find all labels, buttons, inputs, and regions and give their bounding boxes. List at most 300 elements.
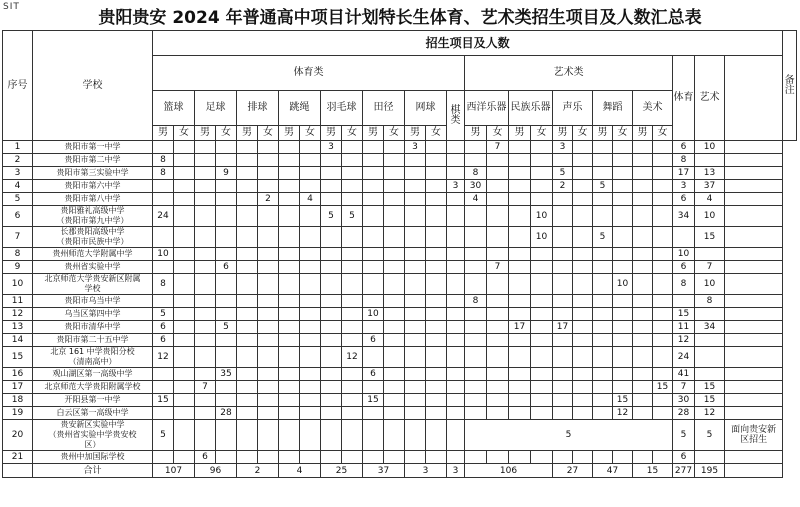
header-item-art-1: 民族乐器 — [509, 91, 553, 126]
row-note — [725, 394, 783, 407]
cell-mm — [509, 261, 531, 274]
cell-dm — [321, 227, 342, 248]
cell-am — [633, 407, 653, 420]
table-row — [3, 420, 797, 451]
cell-vf — [258, 295, 279, 308]
cell-af — [653, 274, 673, 295]
cell-mm — [509, 308, 531, 321]
header-female: 女 — [258, 126, 279, 141]
cell-rf — [300, 206, 321, 227]
cell-rm — [279, 407, 300, 420]
cell-fm — [195, 321, 216, 334]
header-item-art-3: 舞蹈 — [593, 91, 633, 126]
total-dance: 47 — [593, 464, 633, 478]
cell-sf — [573, 261, 593, 274]
cell-nm — [405, 206, 426, 227]
cell-am — [633, 141, 653, 154]
cell-nm — [405, 368, 426, 381]
cell-fm — [195, 308, 216, 321]
header-male: 男 — [405, 126, 426, 141]
cell-nf — [426, 420, 447, 451]
cell-pe: 8 — [673, 274, 695, 295]
cell-vf — [258, 308, 279, 321]
cell-pe: 3 — [673, 180, 695, 193]
cell-nm — [405, 154, 426, 167]
cell-fm — [195, 420, 216, 451]
cell-dm — [321, 193, 342, 206]
cell-tm — [363, 206, 384, 227]
cell-ff: 35 — [216, 368, 237, 381]
cell-af — [653, 206, 673, 227]
cell-nm — [405, 261, 426, 274]
cell-dm — [321, 154, 342, 167]
cell-pe: 24 — [673, 347, 695, 368]
cell-nf — [426, 227, 447, 248]
cell-mm — [509, 407, 531, 420]
header-female: 女 — [613, 126, 633, 141]
cell-nf — [426, 347, 447, 368]
cell-fm — [195, 261, 216, 274]
table-row — [3, 394, 797, 407]
cell-fm — [195, 295, 216, 308]
row-note — [725, 334, 783, 347]
cell-af — [653, 154, 673, 167]
cell-mf — [531, 381, 553, 394]
cell-vf — [258, 420, 279, 451]
cell-bm — [153, 407, 174, 420]
cell-bm — [153, 227, 174, 248]
row-index: 5 — [3, 193, 33, 206]
row-school: 贵州省实验中学 — [33, 261, 153, 274]
cell-vf — [258, 248, 279, 261]
cell-nm — [405, 167, 426, 180]
cell-bm — [153, 261, 174, 274]
cell-fm — [195, 248, 216, 261]
cell-wf — [487, 193, 509, 206]
total-arts_wind_folk: 106 — [465, 464, 553, 478]
cell-tm — [363, 295, 384, 308]
cell-rf — [300, 347, 321, 368]
cell-df — [342, 141, 363, 154]
cell-af — [653, 347, 673, 368]
cell-chess — [447, 248, 465, 261]
cell-chess — [447, 394, 465, 407]
cell-tf — [384, 334, 405, 347]
cell-fm — [195, 368, 216, 381]
cell-bm — [153, 368, 174, 381]
cell-sf — [573, 227, 593, 248]
cell-am — [633, 394, 653, 407]
cell-art: 10 — [695, 274, 725, 295]
cell-tm: 6 — [363, 368, 384, 381]
cell-tf — [384, 347, 405, 368]
cell-bf — [174, 227, 195, 248]
cell-fm: 6 — [195, 451, 216, 464]
cell-tm: 15 — [363, 394, 384, 407]
cell-am — [633, 347, 653, 368]
totals-note — [725, 464, 783, 478]
cell-tm — [363, 381, 384, 394]
cell-rm — [279, 321, 300, 334]
cell-vm — [237, 420, 258, 451]
cell-fm — [195, 227, 216, 248]
cell-mm — [509, 180, 531, 193]
cell-df — [342, 420, 363, 451]
cell-mf — [531, 141, 553, 154]
cell-nf — [426, 274, 447, 295]
cell-rf — [300, 407, 321, 420]
cell-nf — [426, 308, 447, 321]
cell-df — [342, 451, 363, 464]
row-school: 北京师范大学贵阳附属学校 — [33, 381, 153, 394]
cell-km: 5 — [593, 227, 613, 248]
cell-tm — [363, 167, 384, 180]
table-row — [3, 248, 797, 261]
cell-sf — [573, 274, 593, 295]
table-row — [3, 141, 797, 154]
header-female: 女 — [653, 126, 673, 141]
cell-chess — [447, 334, 465, 347]
cell-sm — [553, 368, 573, 381]
row-index: 1 — [3, 141, 33, 154]
cell-km — [593, 193, 613, 206]
cell-mf — [531, 180, 553, 193]
cell-kf — [613, 206, 633, 227]
header-index: 序号 — [3, 31, 33, 141]
cell-af: 15 — [653, 381, 673, 394]
cell-sf — [573, 368, 593, 381]
cell-rm — [279, 154, 300, 167]
cell-af — [653, 295, 673, 308]
header-item-sport-3: 跳绳 — [279, 91, 321, 126]
row-school: 贵阳雅礼高级中学 （贵阳市第九中学） — [33, 206, 153, 227]
cell-nm — [405, 274, 426, 295]
row-school: 贵阳市第六中学 — [33, 180, 153, 193]
cell-chess — [447, 227, 465, 248]
cell-mm — [509, 227, 531, 248]
cell-sf — [573, 321, 593, 334]
header-male: 男 — [593, 126, 613, 141]
cell-vm — [237, 274, 258, 295]
row-school: 长郡贵阳高级中学 （贵阳市民族中学） — [33, 227, 153, 248]
cell-am — [633, 248, 653, 261]
totals-index — [3, 464, 33, 478]
header-female: 女 — [300, 126, 321, 141]
cell-df — [342, 407, 363, 420]
cell-nf — [426, 407, 447, 420]
cell-am — [633, 334, 653, 347]
cell-df — [342, 394, 363, 407]
row-note — [725, 451, 783, 464]
cell-pe: 10 — [673, 248, 695, 261]
cell-kf — [613, 381, 633, 394]
cell-df — [342, 321, 363, 334]
cell-af — [653, 167, 673, 180]
cell-dm — [321, 394, 342, 407]
table-row — [3, 206, 797, 227]
table-row — [3, 154, 797, 167]
cell-sf — [573, 167, 593, 180]
cell-art: 15 — [695, 381, 725, 394]
cell-am — [633, 193, 653, 206]
total-rope: 4 — [279, 464, 321, 478]
cell-bf — [174, 248, 195, 261]
cell-tm: 6 — [363, 334, 384, 347]
cell-art: 34 — [695, 321, 725, 334]
cell-sm — [553, 347, 573, 368]
cell-nm — [405, 193, 426, 206]
cell-sm — [553, 193, 573, 206]
cell-wf — [487, 381, 509, 394]
cell-fm — [195, 394, 216, 407]
cell-am — [633, 368, 653, 381]
cell-sf — [573, 381, 593, 394]
cell-nf — [426, 206, 447, 227]
cell-kf — [613, 308, 633, 321]
cell-tf — [384, 295, 405, 308]
cell-nf — [426, 295, 447, 308]
cell-wf — [487, 334, 509, 347]
cell-nf — [426, 180, 447, 193]
cell-pe — [673, 227, 695, 248]
cell-tf — [384, 381, 405, 394]
cell-ff — [216, 295, 237, 308]
cell-wm: 8 — [465, 295, 487, 308]
cell-sf — [573, 248, 593, 261]
cell-mm — [509, 248, 531, 261]
cell-pe: 5 — [673, 420, 695, 451]
cell-af — [653, 308, 673, 321]
cell-af — [653, 248, 673, 261]
cell-mf — [531, 407, 553, 420]
cell-art — [695, 368, 725, 381]
cell-wm — [465, 381, 487, 394]
row-note — [725, 167, 783, 180]
row-school: 北京师范大学贵安新区附属 学校 — [33, 274, 153, 295]
cell-am — [633, 451, 653, 464]
cell-vm — [237, 368, 258, 381]
cell-sf — [573, 295, 593, 308]
cell-sf — [573, 141, 593, 154]
cell-sm: 17 — [553, 321, 573, 334]
cell-nf — [426, 193, 447, 206]
cell-nm — [405, 420, 426, 451]
cell-mf — [531, 451, 553, 464]
cell-bf — [174, 141, 195, 154]
cell-am — [633, 154, 653, 167]
cell-dm — [321, 407, 342, 420]
header-female: 女 — [174, 126, 195, 141]
cell-ff: 9 — [216, 167, 237, 180]
cell-nm — [405, 227, 426, 248]
cell-mf — [531, 334, 553, 347]
header-item-sport-2: 排球 — [237, 91, 279, 126]
cell-pe: 30 — [673, 394, 695, 407]
total-art: 195 — [695, 464, 725, 478]
cell-tf — [384, 206, 405, 227]
cell-pe: 6 — [673, 193, 695, 206]
cell-nm — [405, 394, 426, 407]
cell-df — [342, 180, 363, 193]
cell-rm — [279, 368, 300, 381]
cell-am — [633, 261, 653, 274]
cell-ff — [216, 381, 237, 394]
row-index: 3 — [3, 167, 33, 180]
cell-tm: 10 — [363, 308, 384, 321]
cell-bm: 8 — [153, 154, 174, 167]
cell-sm — [553, 407, 573, 420]
table-row — [3, 334, 797, 347]
table-row — [3, 295, 797, 308]
cell-mf — [531, 167, 553, 180]
cell-wf — [487, 248, 509, 261]
cell-nm — [405, 407, 426, 420]
cell-wm — [465, 347, 487, 368]
row-arts-merged: 5 — [465, 420, 673, 451]
cell-bf — [174, 154, 195, 167]
cell-km — [593, 206, 613, 227]
cell-rf — [300, 394, 321, 407]
cell-tf — [384, 154, 405, 167]
header-female: 女 — [426, 126, 447, 141]
cell-df — [342, 227, 363, 248]
cell-fm — [195, 167, 216, 180]
row-school: 贵阳市清华中学 — [33, 321, 153, 334]
cell-df: 5 — [342, 206, 363, 227]
row-index: 7 — [3, 227, 33, 248]
header-item-chess: 棋类 — [447, 91, 465, 141]
cell-bm — [153, 451, 174, 464]
cell-fm: 7 — [195, 381, 216, 394]
cell-chess — [447, 381, 465, 394]
cell-tm — [363, 420, 384, 451]
row-school: 贵阳市第三实验中学 — [33, 167, 153, 180]
row-index: 15 — [3, 347, 33, 368]
row-note — [725, 347, 783, 368]
cell-mf — [531, 295, 553, 308]
cell-vm — [237, 381, 258, 394]
cell-rm — [279, 295, 300, 308]
cell-rm — [279, 308, 300, 321]
cell-am — [633, 295, 653, 308]
header-male: 男 — [363, 126, 384, 141]
cell-bf — [174, 394, 195, 407]
cell-art: 10 — [695, 141, 725, 154]
cell-dm: 3 — [321, 141, 342, 154]
cell-km — [593, 451, 613, 464]
cell-wf — [487, 206, 509, 227]
cell-kf: 12 — [613, 407, 633, 420]
cell-sm: 5 — [553, 167, 573, 180]
cell-km — [593, 295, 613, 308]
cell-rf — [300, 334, 321, 347]
cell-bf — [174, 274, 195, 295]
cell-mm — [509, 193, 531, 206]
cell-art: 8 — [695, 295, 725, 308]
cell-sf — [573, 154, 593, 167]
cell-df — [342, 167, 363, 180]
row-index: 10 — [3, 274, 33, 295]
cell-nm — [405, 347, 426, 368]
cell-mm — [509, 154, 531, 167]
cell-ff — [216, 180, 237, 193]
cell-mm — [509, 347, 531, 368]
cell-vf — [258, 347, 279, 368]
cell-vm — [237, 451, 258, 464]
cell-af — [653, 227, 673, 248]
cell-kf: 10 — [613, 274, 633, 295]
header-sports-category: 体育类 — [153, 56, 465, 91]
cell-dm — [321, 420, 342, 451]
row-index: 21 — [3, 451, 33, 464]
cell-vf — [258, 141, 279, 154]
cell-wf — [487, 321, 509, 334]
cell-nm — [405, 248, 426, 261]
cell-pe: 6 — [673, 261, 695, 274]
cell-chess — [447, 347, 465, 368]
cell-sm — [553, 334, 573, 347]
cell-pe: 8 — [673, 154, 695, 167]
cell-nm — [405, 308, 426, 321]
cell-rm — [279, 420, 300, 451]
row-school: 乌当区第四中学 — [33, 308, 153, 321]
cell-art — [695, 347, 725, 368]
cell-vf — [258, 167, 279, 180]
cell-chess — [447, 308, 465, 321]
cell-nf — [426, 141, 447, 154]
cell-wf: 7 — [487, 261, 509, 274]
cell-wm — [465, 451, 487, 464]
cell-tf — [384, 451, 405, 464]
cell-bf — [174, 261, 195, 274]
cell-nf — [426, 451, 447, 464]
cell-km: 5 — [593, 180, 613, 193]
cell-art — [695, 308, 725, 321]
cell-af — [653, 141, 673, 154]
cell-wm: 30 — [465, 180, 487, 193]
cell-pe — [673, 295, 695, 308]
cell-tm — [363, 347, 384, 368]
cell-tf — [384, 274, 405, 295]
cell-pe: 11 — [673, 321, 695, 334]
cell-art: 4 — [695, 193, 725, 206]
cell-pe: 15 — [673, 308, 695, 321]
cell-tf — [384, 248, 405, 261]
cell-wm: 8 — [465, 167, 487, 180]
row-index: 13 — [3, 321, 33, 334]
cell-pe: 41 — [673, 368, 695, 381]
header-male: 男 — [553, 126, 573, 141]
cell-rf — [300, 141, 321, 154]
cell-km — [593, 154, 613, 167]
cell-ff — [216, 334, 237, 347]
cell-dm — [321, 347, 342, 368]
cell-sm — [553, 394, 573, 407]
cell-wf — [487, 167, 509, 180]
cell-fm — [195, 274, 216, 295]
cell-vm — [237, 154, 258, 167]
cell-bf — [174, 420, 195, 451]
cell-nf — [426, 381, 447, 394]
cell-ff — [216, 308, 237, 321]
cell-sf — [573, 347, 593, 368]
cell-tm — [363, 193, 384, 206]
cell-km — [593, 394, 613, 407]
cell-vm — [237, 407, 258, 420]
cell-kf — [613, 154, 633, 167]
cell-rm — [279, 347, 300, 368]
cell-tf — [384, 193, 405, 206]
